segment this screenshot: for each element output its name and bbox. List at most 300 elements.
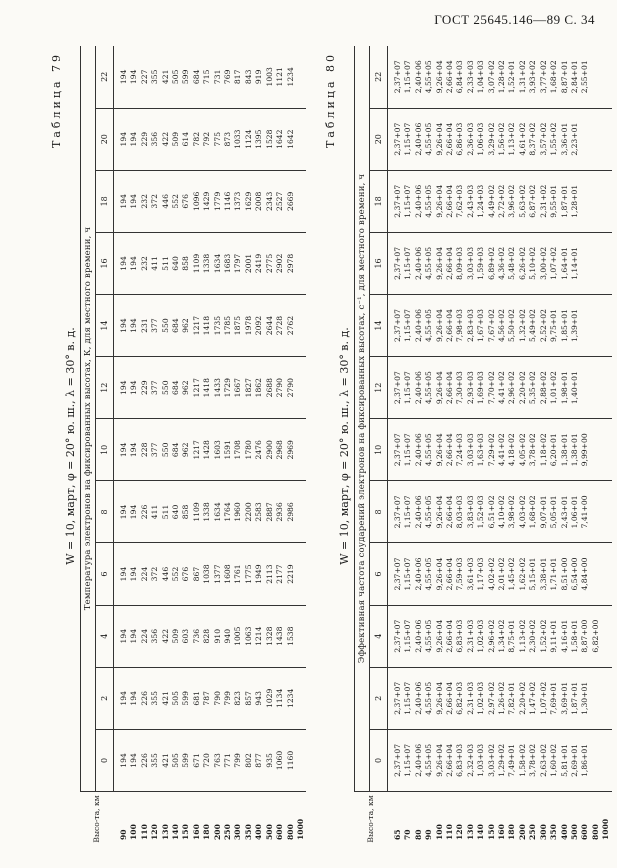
- value-cell: [601, 543, 611, 605]
- value-cell: 7,24+03: [455, 419, 465, 481]
- value-cell: [296, 108, 306, 170]
- value-cell: 802: [243, 753, 253, 768]
- hour-header: 16: [370, 232, 388, 294]
- value-cell: 9,26+04: [435, 46, 445, 108]
- value-cell: 2,66+04: [445, 481, 455, 543]
- value-cell: 799: [223, 667, 233, 729]
- value-cell: 1,31+02: [518, 46, 528, 108]
- value-cell: 1418: [202, 357, 212, 419]
- value-cell: [580, 170, 590, 232]
- value-cell: [296, 357, 306, 419]
- value-cell: 9,26+04: [435, 667, 445, 729]
- value-cell: 9,99+00: [580, 419, 590, 481]
- value-cell: 4,55+05: [424, 357, 434, 419]
- value-cell: 1764: [223, 481, 233, 543]
- value-cell: 2,40+06: [414, 170, 424, 232]
- value-cell: 1217: [192, 357, 202, 419]
- hour-header: 2: [96, 667, 114, 729]
- value-cell: 372: [150, 170, 160, 232]
- table-row: [233, 46, 243, 846]
- value-cell: 7,62+03: [455, 170, 465, 232]
- value-cell: 2,40+06: [413, 743, 423, 777]
- value-cell: 355: [150, 46, 160, 108]
- value-cell: 9,11+01: [549, 605, 559, 667]
- value-cell: 1,14+01: [570, 232, 580, 294]
- value-cell: 229: [140, 108, 150, 170]
- value-cell: 1,15+07: [403, 667, 413, 729]
- table-row: [580, 46, 590, 846]
- value-cell: [591, 419, 601, 481]
- value-cell: 684: [171, 357, 181, 419]
- value-cell: 224: [140, 543, 150, 605]
- value-cell: 228: [140, 419, 150, 481]
- value-cell: 6,82+00: [591, 605, 601, 667]
- value-cell: 5,81+01: [559, 743, 569, 777]
- value-cell: 684: [192, 46, 202, 108]
- altitude-cell: 160: [497, 792, 507, 847]
- value-cell: 4,03+02: [518, 481, 528, 543]
- value-cell: 8,87+01: [560, 46, 570, 108]
- value-cell: 2,88+02: [539, 357, 549, 419]
- value-cell: 2,37+07: [393, 743, 402, 777]
- value-cell: 6,87+02: [528, 170, 538, 232]
- value-cell: 1,32+02: [518, 295, 528, 357]
- hour-header: 14: [96, 295, 114, 357]
- value-cell: 2092: [254, 295, 264, 357]
- table-79-body: [114, 46, 307, 846]
- value-cell: 1038: [202, 543, 212, 605]
- value-cell: 3,00+02: [539, 232, 549, 294]
- altitude-cell: 130: [466, 792, 476, 847]
- value-cell: 1160: [285, 750, 295, 771]
- table-80-subtitle: Эффективная частота соударений электронов на фиксированных высотах, с⁻¹, для местного времени, ч: [355, 46, 370, 792]
- value-cell: 2,30+02: [528, 605, 538, 667]
- table-row: [476, 46, 486, 846]
- table-row: [507, 46, 517, 846]
- value-cell: 1,71+01: [549, 543, 559, 605]
- value-cell: 3,07+02: [487, 46, 497, 108]
- value-cell: 505: [171, 667, 181, 729]
- table-row: [171, 46, 181, 846]
- value-cell: 422: [161, 108, 171, 170]
- table-row: [570, 46, 580, 846]
- value-cell: [591, 481, 601, 543]
- value-cell: 1,98+01: [560, 357, 570, 419]
- value-cell: 2728: [275, 295, 285, 357]
- value-cell: 1395: [254, 108, 264, 170]
- value-cell: 4,55+05: [424, 605, 434, 667]
- value-cell: [591, 170, 601, 232]
- altitude-cell: 600: [580, 792, 590, 847]
- value-cell: 377: [150, 295, 160, 357]
- value-cell: 843: [244, 46, 254, 108]
- value-cell: 2669: [286, 170, 296, 232]
- table-80-condition: W = 10, март, φ = 20° ю. ш., λ = 30° в. д.: [338, 327, 351, 565]
- value-cell: 3,03+02: [486, 743, 496, 777]
- value-cell: 6,54+00: [570, 543, 580, 605]
- value-cell: 1,59+03: [476, 232, 486, 294]
- value-cell: 552: [171, 543, 181, 605]
- value-cell: 2,40+06: [414, 543, 424, 605]
- value-cell: 962: [181, 357, 191, 419]
- hour-header: 4: [370, 605, 388, 667]
- altitude-cell: 150: [487, 792, 497, 847]
- value-cell: 9,26+04: [435, 543, 445, 605]
- value-cell: 2113: [265, 543, 275, 605]
- table-row: [286, 46, 296, 846]
- value-cell: 550: [161, 295, 171, 357]
- value-cell: 9,26+04: [435, 419, 445, 481]
- value-cell: 5,15+01: [528, 543, 538, 605]
- value-cell: 2900: [265, 419, 275, 481]
- value-cell: 1,02+03: [476, 667, 486, 729]
- value-cell: 858: [181, 232, 191, 294]
- value-cell: 2688: [265, 357, 275, 419]
- value-cell: 1785: [223, 295, 233, 357]
- value-cell: 2,66+04: [445, 667, 455, 729]
- table-80-number: Таблица 80: [324, 52, 337, 148]
- value-cell: 2,31+02: [539, 170, 549, 232]
- value-cell: 2,37+07: [388, 232, 404, 294]
- value-cell: 194: [114, 667, 130, 729]
- value-cell: 1,56+02: [497, 108, 507, 170]
- value-cell: 935: [264, 753, 274, 768]
- value-cell: [296, 232, 306, 294]
- value-cell: 2,40+06: [414, 667, 424, 729]
- value-cell: 1978: [244, 295, 254, 357]
- altitude-cell: 120: [150, 792, 160, 847]
- table-79-number: Таблица 79: [50, 52, 63, 148]
- altitude-cell: 500: [570, 792, 580, 847]
- value-cell: 3,77+02: [539, 46, 549, 108]
- value-cell: 4,55+05: [424, 170, 434, 232]
- value-cell: 1,28+02: [497, 46, 507, 108]
- value-cell: 9,75+01: [549, 295, 559, 357]
- value-cell: 1338: [202, 232, 212, 294]
- value-cell: 2,66+04: [445, 543, 455, 605]
- value-cell: 1,28+01: [570, 170, 580, 232]
- value-cell: 2,43+01: [560, 481, 570, 543]
- value-cell: 194: [114, 170, 130, 232]
- value-cell: 2,63+02: [538, 743, 548, 777]
- value-cell: 1,34+02: [497, 605, 507, 667]
- value-cell: 7,59+03: [455, 543, 465, 605]
- value-cell: 2887: [265, 481, 275, 543]
- hour-header: 2: [370, 667, 388, 729]
- table-row: [296, 46, 306, 846]
- value-cell: 2,97+02: [487, 667, 497, 729]
- value-cell: 1,58+02: [517, 743, 527, 777]
- value-cell: 4,41+02: [497, 419, 507, 481]
- value-cell: 3,03+03: [466, 419, 476, 481]
- value-cell: 1735: [213, 295, 223, 357]
- value-cell: 2,33+03: [466, 46, 476, 108]
- hour-header: 22: [96, 46, 114, 108]
- value-cell: 2,01+02: [497, 543, 507, 605]
- value-cell: 8,03+03: [455, 481, 465, 543]
- value-cell: 736: [192, 605, 202, 667]
- hour-header: 20: [370, 108, 388, 170]
- value-cell: 9,26+04: [434, 743, 444, 777]
- table-79-subtitle: Температура электронов на фиксированных высотах, К, для местного времени, ч: [81, 46, 96, 792]
- value-cell: 446: [161, 543, 171, 605]
- value-cell: 2177: [275, 543, 285, 605]
- value-cell: 1,26+02: [497, 667, 507, 729]
- hour-header: 18: [96, 170, 114, 232]
- hour-header: 12: [96, 357, 114, 419]
- value-cell: 194: [129, 667, 139, 729]
- value-cell: 1,15+07: [403, 295, 413, 357]
- value-cell: 505: [171, 46, 181, 108]
- value-cell: 1,47+02: [528, 667, 538, 729]
- altitude-cell: 250: [223, 792, 233, 847]
- altitude-cell: 200: [213, 792, 223, 847]
- value-cell: 2,20+02: [518, 667, 528, 729]
- altitude-cell: 1000: [601, 792, 611, 847]
- value-cell: 4,55+05: [424, 46, 434, 108]
- value-cell: 2,37+07: [388, 170, 404, 232]
- value-cell: 1,39+01: [570, 295, 580, 357]
- value-cell: 1,07+02: [539, 667, 549, 729]
- value-cell: 226: [139, 753, 149, 768]
- value-cell: [296, 605, 306, 667]
- value-cell: [591, 543, 601, 605]
- table-row: [223, 46, 233, 846]
- value-cell: 2,66+04: [445, 295, 455, 357]
- altitude-cell: 110: [140, 792, 150, 847]
- value-cell: 1642: [275, 108, 285, 170]
- value-cell: [296, 667, 306, 729]
- value-cell: 2,40+06: [414, 481, 424, 543]
- value-cell: 2200: [244, 481, 254, 543]
- value-cell: 446: [161, 170, 171, 232]
- value-cell: [580, 357, 590, 419]
- value-cell: 1949: [254, 543, 264, 605]
- value-cell: [601, 729, 611, 791]
- value-cell: 1,52+01: [507, 46, 517, 108]
- altitude-cell: 100: [129, 792, 139, 847]
- value-cell: 231: [140, 295, 150, 357]
- value-cell: 2,66+04: [445, 46, 455, 108]
- value-cell: 5,48+02: [507, 232, 517, 294]
- value-cell: 1761: [233, 543, 243, 605]
- value-cell: 356: [150, 605, 160, 667]
- value-cell: 229: [140, 357, 150, 419]
- value-cell: 2,84+01: [570, 46, 580, 108]
- hour-header: 4: [96, 605, 114, 667]
- value-cell: 411: [150, 232, 160, 294]
- value-cell: 194: [129, 753, 139, 768]
- hour-header: 0: [370, 729, 388, 791]
- value-cell: 1683: [223, 232, 233, 294]
- value-cell: 2,37+07: [388, 357, 404, 419]
- value-cell: 2,96+02: [507, 357, 517, 419]
- value-cell: [601, 46, 611, 108]
- value-cell: 2343: [265, 170, 275, 232]
- value-cell: 2,96+02: [487, 605, 497, 667]
- value-cell: 1029: [265, 667, 275, 729]
- value-cell: 194: [129, 481, 139, 543]
- altitude-cell: 180: [202, 792, 212, 847]
- value-cell: 2008: [254, 170, 264, 232]
- altitude-cell: 80: [414, 792, 424, 847]
- value-cell: 1634: [213, 481, 223, 543]
- value-cell: 1708: [233, 419, 243, 481]
- value-cell: 3,36+01: [560, 108, 570, 170]
- value-cell: 377: [150, 357, 160, 419]
- value-cell: 1,02+03: [476, 605, 486, 667]
- hour-header: 14: [370, 295, 388, 357]
- value-cell: 1779: [213, 170, 223, 232]
- value-cell: 1429: [202, 170, 212, 232]
- altitude-cell: 160: [192, 792, 202, 847]
- value-cell: 7,82+01: [507, 667, 517, 729]
- value-cell: 2,66+04: [445, 232, 455, 294]
- value-cell: 5,63+02: [518, 170, 528, 232]
- value-cell: 2,37+07: [388, 605, 404, 667]
- value-cell: 2,55+01: [580, 46, 590, 108]
- hour-header: 6: [370, 543, 388, 605]
- value-cell: 194: [129, 108, 139, 170]
- value-cell: 873: [223, 108, 233, 170]
- value-cell: 599: [181, 46, 191, 108]
- value-cell: 4,55+05: [424, 295, 434, 357]
- value-cell: [296, 170, 306, 232]
- value-cell: [591, 232, 601, 294]
- value-cell: 1642: [286, 108, 296, 170]
- altitude-cell: 90: [424, 792, 434, 847]
- value-cell: 2936: [275, 481, 285, 543]
- value-cell: 1875: [233, 295, 243, 357]
- value-cell: 3,78+02: [528, 419, 538, 481]
- value-cell: 194: [129, 605, 139, 667]
- value-cell: 1121: [275, 46, 285, 108]
- value-cell: 1438: [275, 605, 285, 667]
- value-cell: 194: [129, 543, 139, 605]
- value-cell: 227: [140, 46, 150, 108]
- value-cell: 6,26+02: [518, 232, 528, 294]
- value-cell: 763: [212, 753, 222, 768]
- table-row: [435, 46, 445, 846]
- value-cell: 6,86+03: [455, 108, 465, 170]
- table-row: [150, 46, 160, 846]
- value-cell: 676: [181, 170, 191, 232]
- value-cell: 1603: [213, 419, 223, 481]
- hour-header: 8: [370, 481, 388, 543]
- value-cell: 1,15+07: [403, 481, 413, 543]
- hour-header: 6: [96, 543, 114, 605]
- value-cell: 1,68+02: [549, 46, 559, 108]
- value-cell: 194: [114, 108, 130, 170]
- value-cell: 1,06+03: [476, 108, 486, 170]
- value-cell: 1003: [265, 46, 275, 108]
- value-cell: 1538: [286, 605, 296, 667]
- value-cell: 9,07+01: [539, 481, 549, 543]
- table-row: [518, 46, 528, 846]
- table-row: [388, 46, 404, 846]
- table-row: [265, 46, 275, 846]
- value-cell: 684: [171, 295, 181, 357]
- value-cell: 2,20+02: [518, 357, 528, 419]
- value-cell: 1373: [233, 170, 243, 232]
- value-cell: 2,23+01: [570, 108, 580, 170]
- table-row: [549, 46, 559, 846]
- value-cell: 1234: [286, 667, 296, 729]
- value-cell: 2,40+06: [414, 232, 424, 294]
- value-cell: 771: [223, 753, 233, 768]
- value-cell: 2,93+03: [466, 357, 476, 419]
- value-cell: 1,86+01: [580, 743, 590, 777]
- value-cell: 1005: [233, 605, 243, 667]
- table-row: [114, 46, 130, 846]
- value-cell: 4,55+05: [424, 543, 434, 605]
- value-cell: 7,30+03: [455, 357, 465, 419]
- value-cell: 720: [202, 753, 212, 768]
- value-cell: 2,40+06: [414, 46, 424, 108]
- value-cell: 2644: [265, 295, 275, 357]
- altitude-cell: 130: [161, 792, 171, 847]
- value-cell: 5,49+02: [528, 295, 538, 357]
- value-cell: 676: [181, 543, 191, 605]
- value-cell: 2968: [275, 419, 285, 481]
- value-cell: 2,40+06: [414, 605, 424, 667]
- value-cell: 9,26+04: [435, 295, 445, 357]
- value-cell: 2,31+03: [466, 605, 476, 667]
- value-cell: 940: [223, 605, 233, 667]
- table-row: [497, 46, 507, 846]
- value-cell: 6,84+03: [455, 46, 465, 108]
- value-cell: 1,87+01: [560, 170, 570, 232]
- value-cell: [591, 46, 601, 108]
- table-80-block: [322, 46, 611, 846]
- value-cell: 421: [160, 753, 170, 768]
- table-row: [528, 46, 538, 846]
- value-cell: 1,13+02: [518, 605, 528, 667]
- value-cell: 867: [192, 543, 202, 605]
- value-cell: 1862: [254, 357, 264, 419]
- value-cell: 2902: [275, 232, 285, 294]
- value-cell: [591, 667, 601, 729]
- value-cell: 1377: [213, 543, 223, 605]
- value-cell: 6,83+03: [455, 605, 465, 667]
- value-cell: 715: [202, 46, 212, 108]
- altitude-cell: 400: [560, 792, 570, 847]
- value-cell: 8,87+00: [580, 605, 590, 667]
- hour-header: 10: [370, 419, 388, 481]
- value-cell: 1214: [254, 605, 264, 667]
- value-cell: 2,40+06: [414, 108, 424, 170]
- value-cell: [580, 108, 590, 170]
- value-cell: [296, 295, 306, 357]
- value-cell: 3,83+03: [466, 481, 476, 543]
- value-cell: 509: [171, 605, 181, 667]
- value-cell: 4,55+05: [424, 743, 434, 777]
- value-cell: 2969: [286, 419, 296, 481]
- value-cell: 4,55+05: [424, 232, 434, 294]
- value-cell: 2419: [254, 232, 264, 294]
- altitude-cell: 90: [114, 792, 130, 847]
- value-cell: 6,51+02: [487, 481, 497, 543]
- table-80: [354, 46, 612, 846]
- value-cell: 792: [202, 108, 212, 170]
- value-cell: 5,05+01: [549, 481, 559, 543]
- rotated-sheet: [48, 46, 611, 846]
- value-cell: 962: [181, 419, 191, 481]
- value-cell: 3,38+01: [539, 543, 549, 605]
- value-cell: 4,55+05: [424, 667, 434, 729]
- value-cell: 1109: [192, 232, 202, 294]
- value-cell: 511: [161, 232, 171, 294]
